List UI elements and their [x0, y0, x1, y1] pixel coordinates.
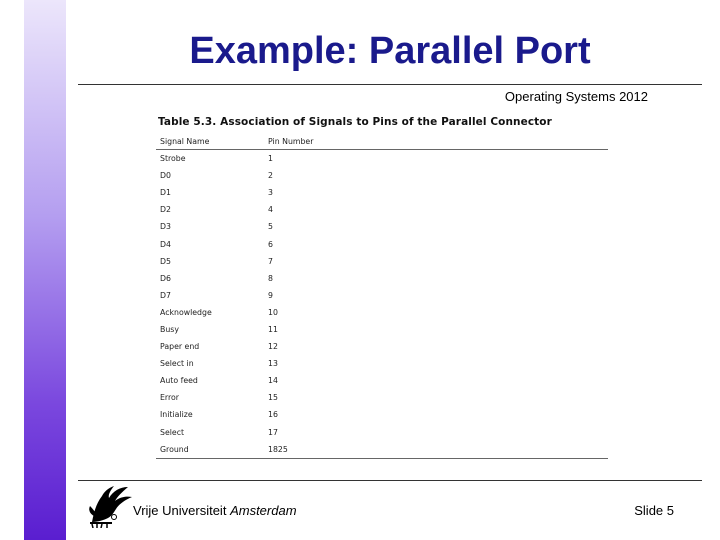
table-header-row [156, 134, 608, 150]
signal-name-cell: D3 [160, 222, 171, 232]
pin-number-cell: 17 [268, 427, 278, 437]
signal-name-cell: Select [160, 427, 185, 437]
table-row [156, 253, 608, 270]
pin-number-cell: 12 [268, 342, 278, 352]
pin-number-cell: 2 [268, 171, 273, 181]
signal-name-cell: Strobe [160, 154, 186, 164]
pin-number-cell: 5 [268, 222, 273, 232]
pin-number-cell: 8 [268, 273, 273, 283]
pin-number-cell: 6 [268, 239, 273, 249]
footer-divider [78, 480, 702, 481]
table-caption: Table 5.3. Association of Signals to Pins of the Parallel Connector [158, 116, 552, 128]
table-row [156, 338, 608, 355]
table-row [156, 372, 608, 389]
table-row [156, 424, 608, 441]
signal-name-cell: D6 [160, 273, 171, 283]
signal-name-cell: Ground [156, 441, 264, 459]
slide-title: Example: Parallel Port [189, 30, 591, 72]
table-row [156, 201, 608, 218]
table-row [156, 167, 608, 184]
signal-pin-table [156, 134, 608, 459]
table-row [156, 355, 608, 372]
signal-name-cell: D1 [160, 188, 171, 198]
signal-name-cell: Error [160, 393, 180, 403]
pin-number-cell: 3 [268, 188, 273, 198]
table-row [156, 270, 608, 287]
table-row [156, 321, 608, 338]
table-row [156, 235, 608, 252]
signal-name-cell: Select in [160, 359, 194, 369]
pin-number-cell: 16 [268, 410, 278, 420]
griffin-logo-icon [84, 482, 134, 528]
signal-name-cell: Paper end [160, 342, 200, 352]
signal-name-cell: Initialize [160, 410, 193, 420]
course-subtitle: Operating Systems 2012 [504, 89, 648, 104]
header-divider [78, 84, 702, 85]
pin-number-cell: 15 [268, 393, 278, 403]
signal-name-cell: D5 [160, 256, 171, 266]
pin-number-cell: 4 [268, 205, 273, 215]
pin-number-cell: 13 [268, 359, 278, 369]
university-name: Vrije Universiteit [133, 503, 227, 518]
signal-name-cell: D0 [160, 171, 171, 181]
signal-table-figure [156, 116, 608, 459]
table-row [156, 184, 608, 201]
pin-number-cell: 1825 [264, 441, 608, 459]
table-row [156, 287, 608, 304]
table-row [156, 304, 608, 321]
table-body [156, 150, 608, 459]
signal-name-cell: Auto feed [160, 376, 198, 386]
pin-number-cell: 14 [268, 376, 278, 386]
table-row [156, 406, 608, 423]
university-label [133, 503, 297, 518]
pin-number-cell: 9 [268, 290, 273, 300]
slide-number: Slide 5 [634, 503, 674, 518]
signal-name-cell: Busy [160, 324, 179, 334]
pin-number-cell: 7 [268, 256, 273, 266]
table-row [156, 218, 608, 235]
table-row [156, 441, 608, 459]
pin-number-cell: 11 [268, 324, 278, 334]
header-signal-name: Signal Name [156, 134, 264, 150]
table-row [156, 150, 608, 168]
signal-name-cell: D7 [160, 290, 171, 300]
signal-name-cell: D4 [160, 239, 171, 249]
table-row [156, 389, 608, 406]
pin-number-cell: 1 [268, 154, 273, 164]
signal-name-cell: Acknowledge [160, 307, 212, 317]
signal-name-cell: D2 [160, 205, 171, 215]
left-decorative-bar [24, 0, 66, 540]
pin-number-cell: 10 [268, 307, 278, 317]
header-pin-number: Pin Number [264, 134, 608, 150]
university-city: Amsterdam [230, 503, 297, 518]
